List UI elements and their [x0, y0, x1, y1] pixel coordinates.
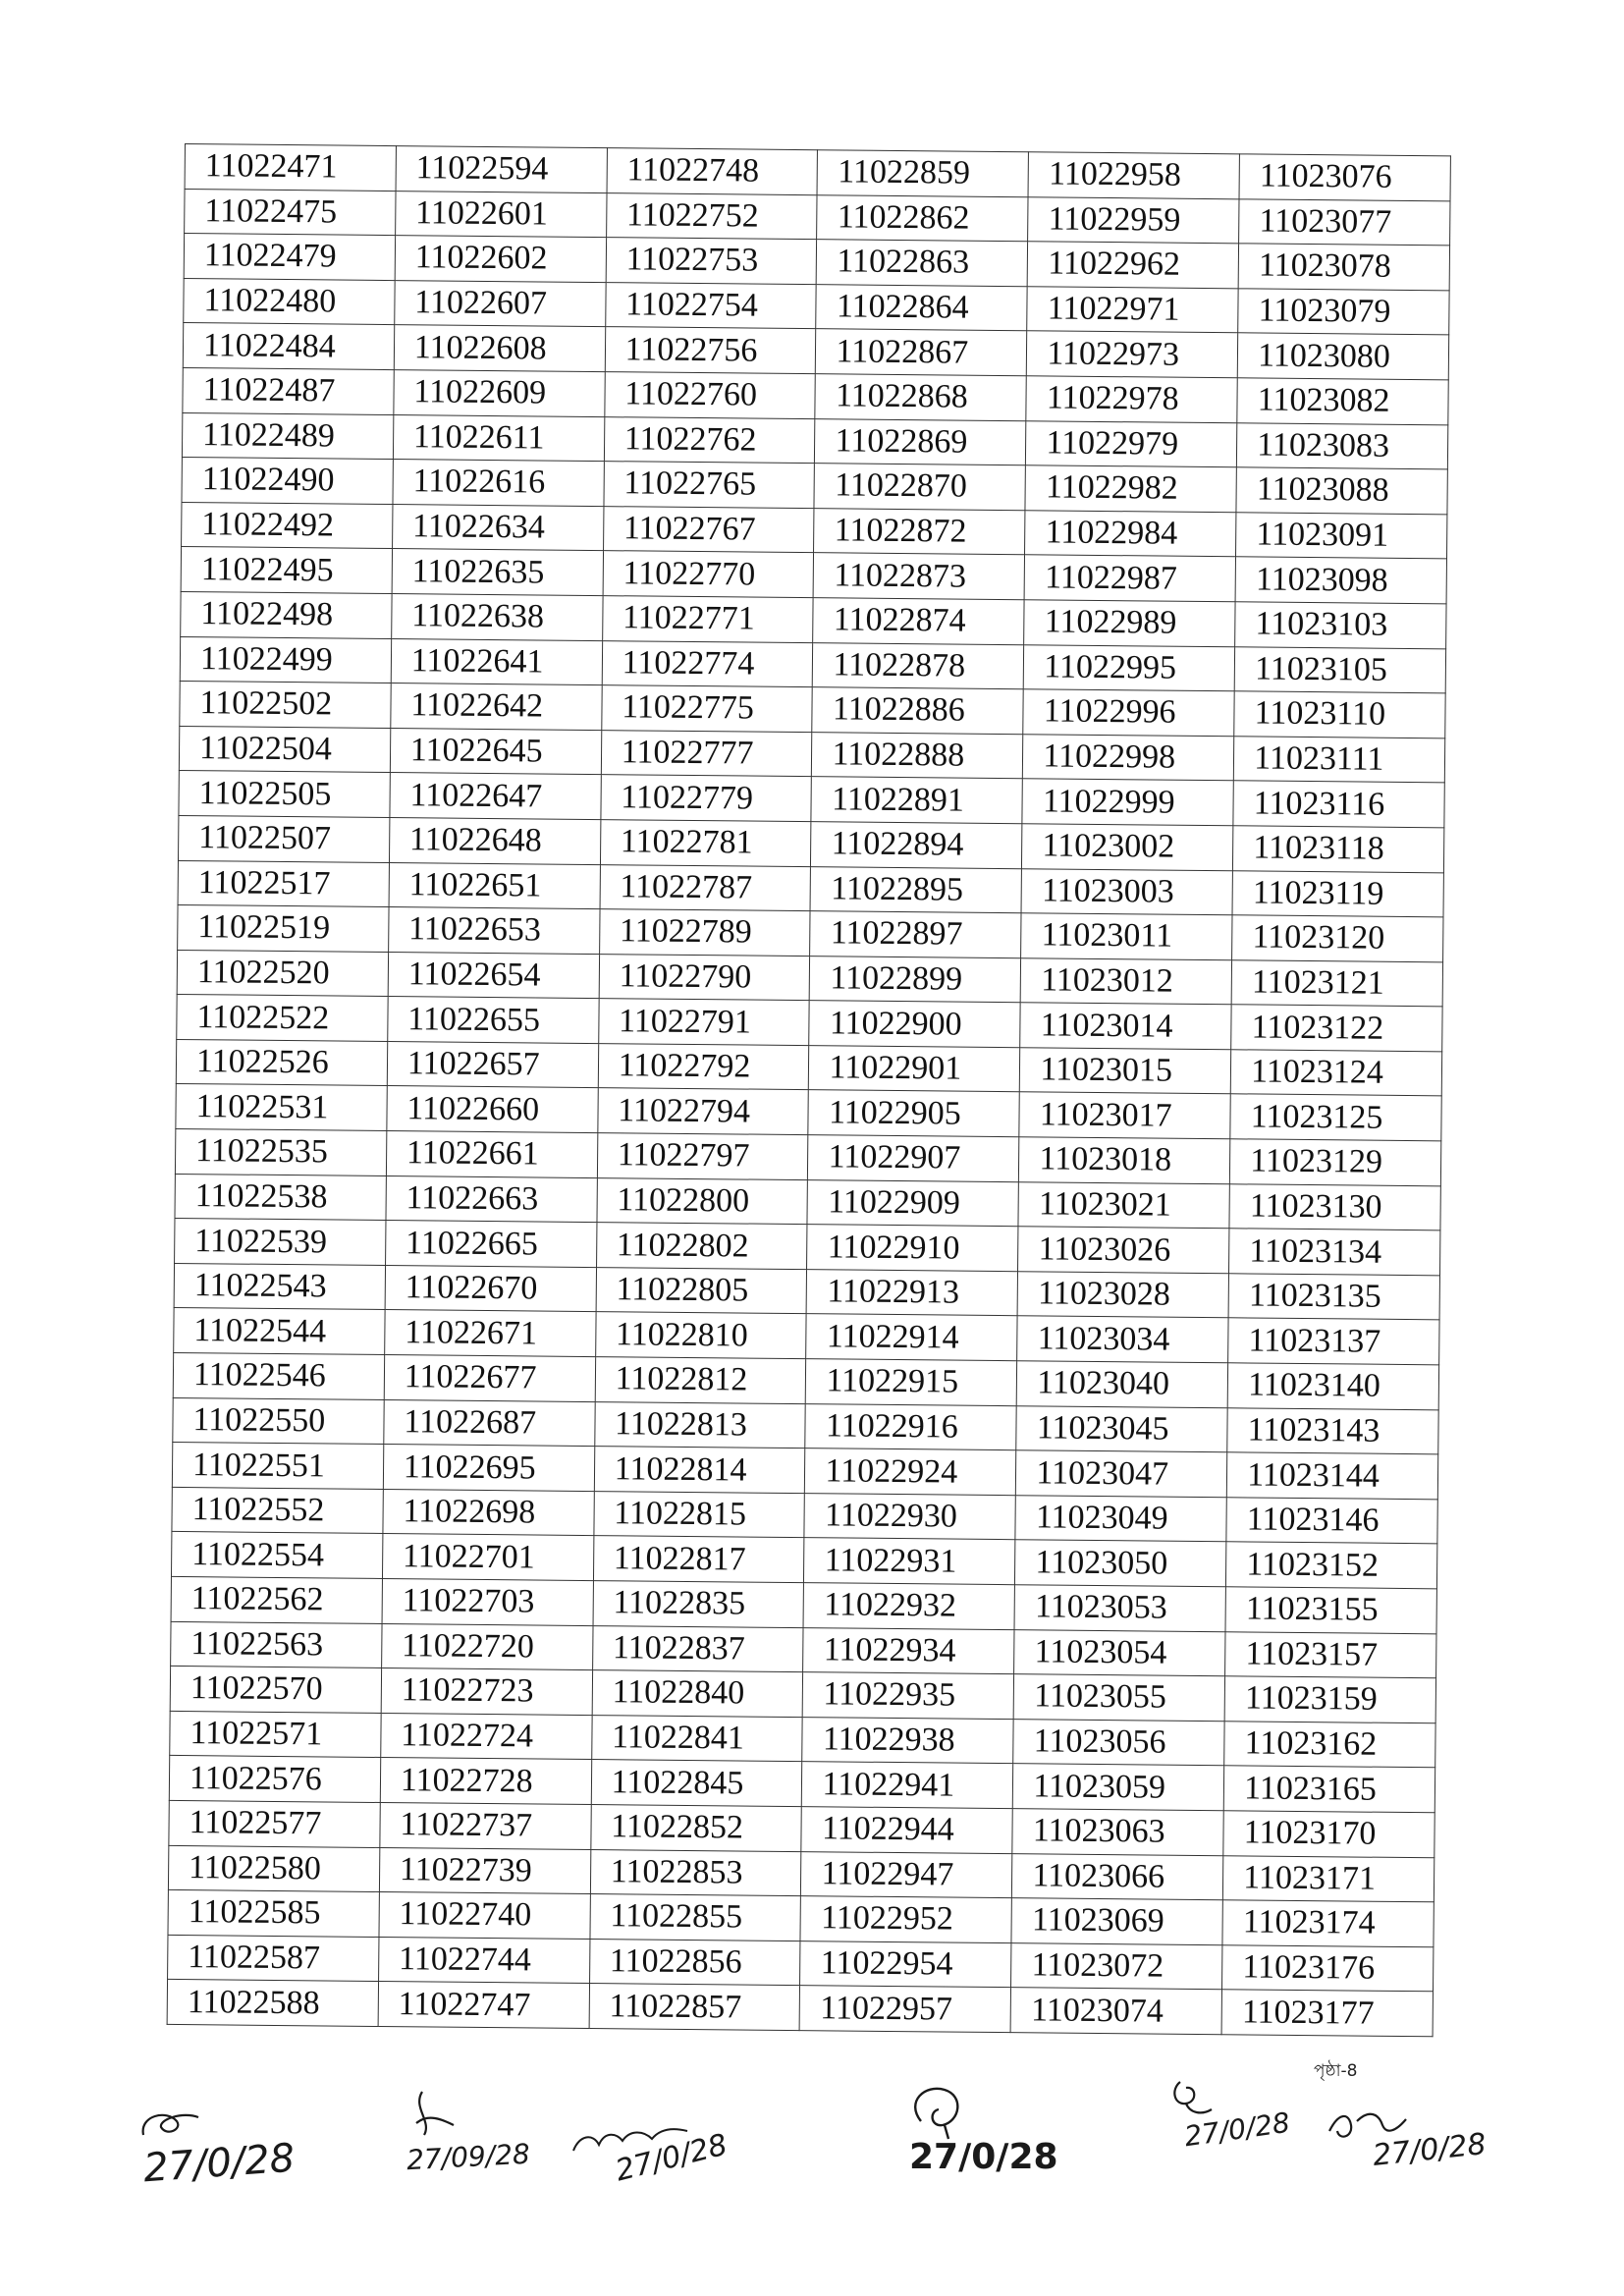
- roll-number-cell: 11022754: [605, 282, 816, 329]
- roll-number-cell: 11022490: [182, 458, 393, 505]
- roll-number-cell: 11022695: [383, 1445, 594, 1492]
- roll-number-cell: 11023049: [1015, 1496, 1226, 1543]
- roll-number-cell: 11022770: [603, 551, 814, 598]
- roll-number-cell: 11022810: [595, 1312, 806, 1359]
- roll-number-cell: 11023130: [1229, 1183, 1440, 1230]
- roll-number-cell: 11023122: [1231, 1005, 1442, 1052]
- signature-3-date: 27/0/28: [612, 2127, 731, 2189]
- roll-number-cell: 11023155: [1225, 1587, 1436, 1634]
- roll-number-cell: 11022957: [800, 1986, 1011, 2033]
- roll-number-cell: 11022475: [185, 189, 396, 236]
- roll-number-cell: 11023110: [1234, 691, 1445, 738]
- roll-number-cell: 11022654: [388, 952, 599, 999]
- roll-number-cell: 11022495: [181, 547, 392, 594]
- roll-number-cell: 11022471: [185, 144, 396, 191]
- roll-number-cell: 11022585: [168, 1890, 379, 1938]
- roll-number-cell: 11022703: [382, 1578, 593, 1625]
- roll-number-cell: 11022767: [603, 506, 814, 553]
- roll-number-cell: 11022642: [391, 683, 602, 731]
- roll-number-cell: 11023076: [1239, 154, 1450, 201]
- roll-number-cell: 11023165: [1223, 1766, 1435, 1813]
- roll-number-cell: 11022894: [811, 822, 1022, 869]
- page-number: পৃষ্ঠা-8: [1314, 2061, 1358, 2081]
- roll-number-cell: 11022505: [179, 771, 390, 818]
- roll-number-cell: 11022677: [384, 1355, 595, 1402]
- roll-number-cell: 11022978: [1026, 376, 1237, 423]
- roll-number-cell: 11022840: [592, 1670, 803, 1718]
- roll-number-cell: 11023134: [1229, 1229, 1440, 1276]
- roll-number-cell: 11022931: [804, 1538, 1015, 1585]
- roll-number-cell: 11022996: [1023, 689, 1234, 737]
- roll-number-cell: 11022909: [807, 1179, 1018, 1227]
- roll-number-cell: 11022588: [167, 1980, 378, 2027]
- roll-number-cell: 11022634: [392, 504, 603, 551]
- roll-number-cell: 11023111: [1233, 737, 1444, 784]
- roll-number-cell: 11022973: [1027, 331, 1238, 378]
- roll-number-cell: 11023083: [1237, 422, 1448, 469]
- roll-number-cell: 11023066: [1012, 1853, 1223, 1900]
- roll-number-cell: 11022563: [171, 1621, 382, 1668]
- roll-number-cell: 11022888: [812, 732, 1023, 779]
- roll-number-cell: 11022570: [170, 1667, 381, 1714]
- roll-number-cell: 11022645: [390, 728, 601, 775]
- roll-number-cell: 11022671: [384, 1310, 595, 1357]
- roll-number-cell: 11022932: [804, 1583, 1015, 1630]
- roll-number-cell: 11022744: [378, 1937, 589, 1984]
- roll-number-cell: 11022611: [393, 414, 604, 462]
- roll-number-cell: 11023079: [1238, 289, 1449, 336]
- signature-1-mark: [137, 2105, 206, 2145]
- roll-number-cell: 11023021: [1018, 1181, 1229, 1229]
- roll-number-cell: 11022789: [599, 909, 810, 957]
- roll-number-cell: 11022498: [181, 591, 392, 638]
- signature-2-mark: [403, 2088, 461, 2143]
- roll-number-cell: 11022774: [602, 640, 813, 687]
- roll-number-cell: 11023014: [1020, 1003, 1231, 1050]
- signature-4: [905, 2082, 1058, 2177]
- roll-number-cell: 11022753: [606, 238, 817, 285]
- roll-number-cell: 11023121: [1231, 959, 1442, 1007]
- roll-number-cell: 11022815: [594, 1491, 805, 1538]
- roll-number-cell: 11022771: [602, 596, 813, 643]
- roll-number-cell: 11022941: [802, 1762, 1013, 1809]
- roll-number-cell: 11022543: [174, 1263, 385, 1310]
- roll-number-cell: 11022805: [596, 1267, 807, 1314]
- roll-number-cell: 11022663: [386, 1175, 597, 1223]
- roll-number-cell: 11022594: [396, 146, 607, 193]
- roll-number-cell: 11022791: [598, 999, 809, 1046]
- roll-number-cell: 11022802: [596, 1223, 807, 1270]
- roll-number-cell: 11022648: [389, 817, 600, 864]
- roll-number-cell: 11022760: [605, 372, 816, 419]
- roll-number-cell: 11022698: [383, 1489, 594, 1536]
- signature-1: [137, 2105, 297, 2192]
- roll-number-cell: 11023091: [1236, 513, 1447, 560]
- roll-number-cell: 11022800: [597, 1177, 808, 1225]
- roll-number-cell: 11023018: [1019, 1137, 1230, 1184]
- roll-number-cell: 11022868: [815, 374, 1026, 421]
- roll-number-cell: 11022647: [390, 773, 601, 820]
- roll-number-cell: 11022934: [803, 1627, 1014, 1674]
- roll-number-cell: 11023053: [1014, 1585, 1225, 1632]
- roll-number-cell: 11022862: [817, 194, 1028, 242]
- roll-number-cell: 11023082: [1237, 378, 1448, 425]
- roll-number-cell: 11022874: [813, 598, 1024, 645]
- roll-number-cell: 11023125: [1230, 1094, 1441, 1141]
- roll-number-cell: 11023072: [1011, 1942, 1222, 1990]
- roll-number-cell: 11022869: [815, 418, 1026, 465]
- roll-number-cell: 11022787: [600, 864, 811, 911]
- roll-number-cell: 11022872: [814, 508, 1025, 555]
- roll-number-cell: 11022899: [810, 956, 1021, 1003]
- roll-number-cell: 11022777: [601, 730, 812, 777]
- roll-number-cell: 11023157: [1225, 1631, 1436, 1678]
- roll-number-cell: 11022853: [590, 1849, 801, 1896]
- roll-number-cell: 11023176: [1222, 1944, 1434, 1992]
- roll-number-cell: 11022487: [183, 367, 394, 414]
- roll-number-cell: 11022484: [183, 323, 394, 370]
- roll-number-cell: 11022499: [180, 636, 391, 683]
- roll-number-cell: 11023140: [1227, 1363, 1438, 1410]
- signature-4-mark: [905, 2082, 984, 2141]
- signature-row: [0, 2082, 1624, 2296]
- roll-number-cell: 11022765: [604, 462, 815, 509]
- roll-number-cell: 11023103: [1235, 602, 1446, 649]
- roll-number-cell: 11022859: [818, 150, 1029, 197]
- roll-number-cell: 11022886: [812, 687, 1023, 735]
- roll-number-cell: 11022724: [381, 1713, 592, 1760]
- roll-number-cell: 11022479: [184, 234, 395, 281]
- roll-number-cell: 11022762: [604, 416, 815, 464]
- roll-number-cell: 11022891: [811, 777, 1022, 824]
- roll-number-cell: 11022841: [591, 1715, 802, 1762]
- roll-number-cell: 11022752: [606, 192, 817, 240]
- roll-number-cell: 11023116: [1233, 781, 1444, 828]
- roll-number-cell: 11022562: [171, 1576, 382, 1623]
- roll-number-cell: 11023080: [1237, 333, 1448, 380]
- roll-number-cell: 11022552: [172, 1487, 383, 1534]
- roll-number-cell: 11023171: [1223, 1855, 1435, 1902]
- roll-number-cell: 11022539: [175, 1219, 386, 1266]
- roll-number-cell: 11022924: [805, 1449, 1016, 1496]
- roll-number-cell: 11022587: [168, 1935, 379, 1982]
- roll-number-cell: 11022651: [389, 862, 600, 909]
- signature-6-date: 27/0/28: [1371, 2127, 1489, 2173]
- roll-number-cell: 11022517: [178, 860, 389, 907]
- roll-number-cell: 11022845: [591, 1760, 802, 1807]
- roll-number-cell: 11022665: [385, 1221, 596, 1268]
- roll-number-cell: 11022900: [809, 1001, 1020, 1048]
- roll-number-cell: 11023174: [1222, 1900, 1434, 1947]
- roll-number-cell: 11022670: [385, 1265, 596, 1312]
- roll-number-cell: 11022897: [810, 911, 1021, 958]
- roll-number-cell: 11023045: [1016, 1405, 1227, 1452]
- roll-number-cell: 11022520: [177, 950, 388, 997]
- roll-number-cell: 11022979: [1026, 420, 1237, 467]
- roll-number-cell: 11022507: [178, 815, 389, 862]
- roll-number-cell: 11022954: [800, 1941, 1011, 1988]
- roll-number-cell: 11022576: [169, 1756, 380, 1803]
- roll-number-cell: 11023040: [1017, 1361, 1228, 1408]
- roll-number-cell: 11022779: [601, 775, 812, 822]
- roll-number-cell: 11022546: [173, 1352, 384, 1399]
- roll-number-cell: 11022723: [381, 1668, 592, 1716]
- roll-number-cell: 11022835: [593, 1581, 804, 1628]
- roll-number-cell: 11022797: [597, 1133, 808, 1180]
- signature-1-date: 27/0/28: [141, 2135, 297, 2192]
- roll-number-cell: 11022740: [379, 1892, 590, 1940]
- roll-number-cell: 11022916: [805, 1403, 1016, 1450]
- roll-number-cell: 11022999: [1022, 779, 1233, 826]
- signature-2: [403, 2088, 531, 2177]
- roll-number-cell: 11022551: [172, 1443, 383, 1490]
- roll-number-cell: 11023118: [1233, 826, 1444, 873]
- roll-number-cell: 11022747: [378, 1982, 589, 2029]
- signature-2-date: 27/09/28: [406, 2137, 531, 2177]
- roll-number-cell: 11023056: [1013, 1719, 1224, 1766]
- roll-number-cell: 11022641: [391, 638, 602, 685]
- roll-number-cell: 11022519: [178, 905, 389, 953]
- roll-number-cell: 11023177: [1221, 1990, 1433, 2037]
- roll-number-cell: 11023124: [1230, 1050, 1441, 1097]
- roll-number-cell: 11022895: [811, 866, 1022, 913]
- roll-number-cell: 11022870: [814, 464, 1025, 511]
- roll-number-cell: 11022856: [589, 1939, 800, 1986]
- roll-number-cell: 11022728: [380, 1758, 591, 1805]
- roll-number-cell: 11022989: [1024, 600, 1235, 647]
- roll-number-cell: 11023129: [1230, 1139, 1441, 1186]
- roll-number-cell: 11022602: [395, 236, 606, 283]
- roll-number-cell: 11022748: [607, 148, 818, 195]
- roll-number-cell: 11022995: [1024, 644, 1235, 691]
- signature-4-date: 27/0/28: [909, 2137, 1058, 2177]
- roll-number-cell: 11022878: [813, 642, 1024, 689]
- roll-number-cell: 11023074: [1010, 1988, 1221, 2035]
- roll-number-cell: 11023077: [1239, 198, 1450, 246]
- roll-number-cell: 11022794: [598, 1088, 809, 1135]
- roll-number-cell: 11022737: [380, 1802, 591, 1849]
- roll-number-cell: 11022653: [388, 907, 599, 955]
- roll-number-cell: 11023088: [1236, 467, 1447, 515]
- roll-number-cell: 11023146: [1226, 1498, 1437, 1545]
- roll-number-cell: 11022601: [395, 191, 606, 238]
- roll-number-cell: 11022790: [599, 954, 810, 1001]
- roll-number-cell: 11023170: [1223, 1811, 1435, 1858]
- signature-6: [1326, 2102, 1489, 2173]
- roll-number-cell: 11022781: [600, 820, 811, 867]
- roll-number-cell: 11022837: [592, 1625, 803, 1672]
- roll-number-cell: 11023059: [1013, 1764, 1224, 1811]
- roll-number-cell: 11022855: [590, 1894, 801, 1941]
- roll-number-cell: 11022812: [595, 1357, 806, 1404]
- roll-number-cell: 11023119: [1232, 870, 1443, 917]
- roll-number-cell: 11022635: [392, 549, 603, 596]
- roll-number-cell: 11023105: [1234, 646, 1445, 693]
- roll-number-cell: 11023050: [1015, 1540, 1226, 1587]
- roll-number-cell: 11023017: [1019, 1092, 1230, 1139]
- roll-number-cell: 11022608: [394, 325, 605, 372]
- roll-number-cell: 11023135: [1228, 1274, 1439, 1321]
- roll-number-cell: 11023063: [1012, 1809, 1223, 1856]
- roll-number-cell: 11022944: [801, 1807, 1012, 1854]
- roll-number-cell: 11022971: [1027, 287, 1238, 334]
- roll-number-cell: 11022609: [394, 370, 605, 417]
- roll-number-cell: 11022915: [806, 1359, 1017, 1406]
- roll-number-cell: 11022544: [174, 1308, 385, 1355]
- roll-number-cell: 11022701: [382, 1534, 593, 1581]
- roll-number-cell: 11022554: [171, 1532, 382, 1579]
- roll-number-cell: 11023015: [1020, 1048, 1231, 1095]
- roll-number-cell: 11023159: [1224, 1676, 1435, 1723]
- roll-number-cell: 11023137: [1228, 1318, 1439, 1365]
- roll-number-cell: 11022930: [804, 1493, 1015, 1540]
- roll-number-cell: 11022687: [384, 1399, 595, 1447]
- roll-number-cell: 11022947: [801, 1851, 1012, 1898]
- roll-number-cell: 11023047: [1016, 1450, 1227, 1498]
- roll-number-cell: 11022550: [173, 1397, 384, 1445]
- roll-number-cell: 11023012: [1020, 957, 1231, 1005]
- roll-number-cell: 11023003: [1021, 868, 1232, 915]
- roll-number-cell: 11022863: [817, 240, 1028, 287]
- roll-number-cell: 11023028: [1017, 1272, 1228, 1319]
- roll-number-cell: 11022577: [169, 1800, 380, 1847]
- roll-number-cell: 11022775: [601, 685, 812, 733]
- roll-number-cell: 11022580: [168, 1845, 379, 1892]
- table-body: [167, 144, 1450, 2037]
- roll-number-cell: 11022504: [179, 726, 390, 773]
- roll-number-cell: 11023054: [1014, 1629, 1225, 1676]
- signature-5-date: 27/0/28: [1182, 2105, 1292, 2154]
- roll-number-cell: 11023098: [1235, 557, 1446, 604]
- roll-number-cell: 11022867: [816, 329, 1027, 376]
- signature-3: [569, 2111, 731, 2189]
- roll-number-cell: 11022657: [387, 1041, 598, 1088]
- roll-number-cell: 11022813: [594, 1401, 805, 1449]
- roll-number-cell: 11022901: [809, 1046, 1020, 1093]
- roll-number-cell: 11022538: [175, 1174, 386, 1221]
- roll-number-cell: 11022935: [803, 1672, 1014, 1720]
- roll-number-cell: 11023055: [1013, 1674, 1224, 1722]
- roll-number-cell: 11023034: [1017, 1316, 1228, 1363]
- roll-number-cell: 11023152: [1226, 1542, 1437, 1589]
- roll-number-cell: 11022502: [180, 682, 391, 729]
- roll-number-cell: 11022907: [808, 1135, 1019, 1182]
- roll-number-cell: 11022660: [387, 1086, 598, 1133]
- roll-number-cell: 11022952: [800, 1896, 1011, 1943]
- roll-number-cell: 11022987: [1024, 555, 1235, 602]
- signature-5: [1166, 2076, 1292, 2154]
- roll-number-cell: 11022857: [589, 1984, 800, 2031]
- roll-number-cell: 11022852: [591, 1805, 802, 1852]
- roll-number-cell: 11022962: [1027, 242, 1238, 289]
- roll-number-cell: 11022522: [177, 995, 388, 1042]
- roll-number-cell: 11023069: [1011, 1898, 1222, 1945]
- roll-number-cell: 11022814: [594, 1447, 805, 1494]
- roll-number-cell: 11022535: [175, 1129, 386, 1176]
- roll-number-cell: 11022864: [816, 284, 1027, 331]
- roll-number-cell: 11023144: [1226, 1452, 1437, 1500]
- roll-number-cell: 11022655: [388, 997, 599, 1044]
- roll-number-cell: 11022958: [1028, 152, 1239, 199]
- roll-number-cell: 11022914: [806, 1314, 1017, 1361]
- roll-number-cell: 11023078: [1238, 244, 1449, 291]
- roll-number-table: [167, 143, 1451, 2037]
- roll-number-cell: 11022756: [605, 327, 816, 374]
- roll-number-cell: 11022905: [808, 1090, 1019, 1137]
- roll-number-cell: 11022492: [182, 502, 393, 549]
- roll-number-cell: 11022720: [381, 1623, 592, 1670]
- roll-number-cell: 11022616: [393, 460, 604, 507]
- roll-number-cell: 11022984: [1025, 510, 1236, 557]
- roll-number-cell: 11023162: [1224, 1722, 1435, 1769]
- roll-number-cell: 11022607: [395, 280, 606, 327]
- roll-number-cell: 11023143: [1227, 1407, 1438, 1454]
- roll-number-cell: 11022792: [598, 1043, 809, 1090]
- roll-number-cell: 11022873: [814, 553, 1025, 600]
- roll-number-cell: 11022739: [379, 1847, 590, 1894]
- roll-number-cell: 11022526: [176, 1039, 387, 1086]
- roll-number-cell: 11023011: [1021, 913, 1232, 960]
- roll-number-cell: 11022638: [391, 593, 602, 640]
- roll-number-cell: 11022982: [1025, 465, 1236, 513]
- roll-number-cell: 11022910: [807, 1225, 1018, 1272]
- roll-number-cell: 11022817: [593, 1536, 804, 1583]
- roll-number-cell: 11022959: [1028, 196, 1239, 244]
- roll-number-cell: 11022998: [1023, 734, 1234, 781]
- roll-number-cell: 11022938: [802, 1717, 1013, 1764]
- roll-number-cell: 11022571: [170, 1711, 381, 1758]
- roll-number-cell: 11023120: [1232, 915, 1443, 962]
- roll-number-cell: 11022489: [182, 412, 393, 460]
- roll-number-cell: 11023026: [1018, 1227, 1229, 1274]
- roll-number-cell: 11022913: [807, 1269, 1018, 1316]
- roll-number-cell: 11022480: [184, 278, 395, 325]
- roll-number-cell: 11022661: [386, 1131, 597, 1178]
- roll-number-cell: 11022531: [176, 1084, 387, 1131]
- roll-number-cell: 11023002: [1022, 824, 1233, 871]
